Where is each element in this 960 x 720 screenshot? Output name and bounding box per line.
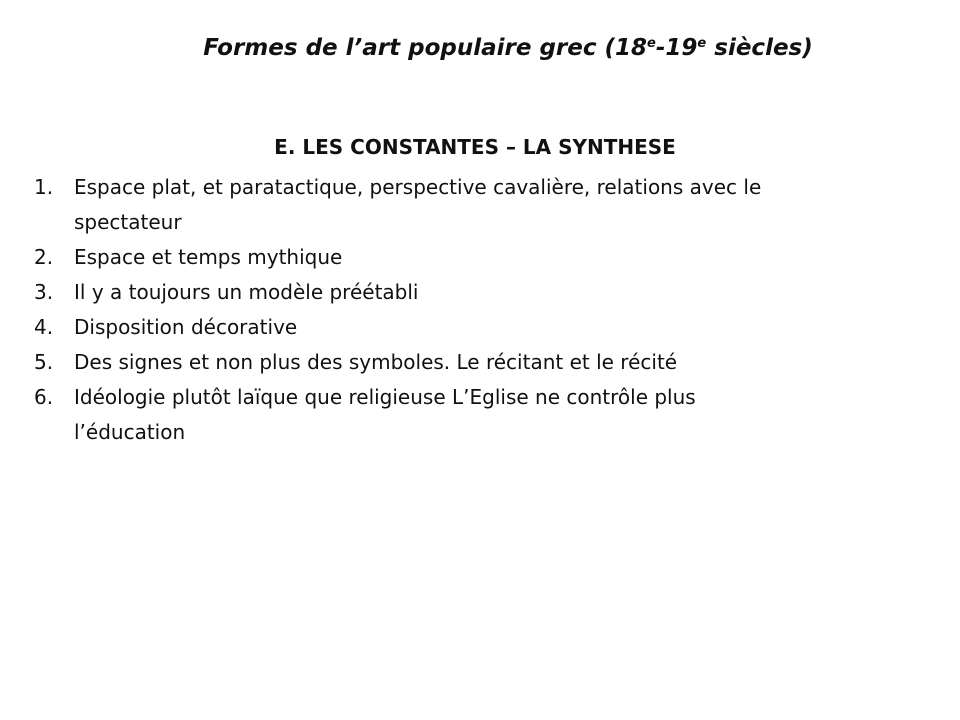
- list-item-line: Il y a toujours un modèle préétabli: [74, 280, 419, 304]
- list-item-line: Des signes et non plus des symboles. Le récitant et le récité: [74, 350, 678, 374]
- title-suffix: siècles): [706, 35, 813, 61]
- list-item-number: 2.: [34, 245, 54, 269]
- list-item-number: 1.: [34, 175, 54, 199]
- list-item: [34, 345, 934, 380]
- list-item: [34, 170, 934, 240]
- section-heading: E. LES CONSTANTES – LA SYNTHESE: [274, 135, 676, 159]
- list-item-number: 6.: [34, 385, 54, 409]
- list-item: [34, 380, 934, 450]
- list-item-number: 5.: [34, 350, 54, 374]
- list-item: [34, 240, 934, 275]
- title-superscript-2: e: [697, 36, 707, 51]
- list-item-number: 4.: [34, 315, 54, 339]
- title-superscript-1: e: [647, 36, 656, 51]
- list-item-line: Disposition décorative: [74, 315, 298, 339]
- list-item-line: Idéologie plutôt laïque que religieuse L’Eglise ne contrôle plus: [74, 385, 696, 409]
- list-item-line: l’éducation: [74, 420, 186, 444]
- list-item-line: Espace plat, et paratactique, perspective cavalière, relations avec le: [74, 175, 762, 199]
- list-item-line: Espace et temps mythique: [74, 245, 343, 269]
- slide-title: [0, 28, 960, 68]
- list-item-number: 3.: [34, 280, 54, 304]
- numbered-list: [34, 170, 934, 450]
- title-middle: -19: [655, 35, 698, 61]
- list-item-line: spectateur: [74, 210, 182, 234]
- list-item: [34, 275, 934, 310]
- list-item: [34, 310, 934, 345]
- title-prefix: Formes de l’art populaire grec (18: [203, 35, 648, 61]
